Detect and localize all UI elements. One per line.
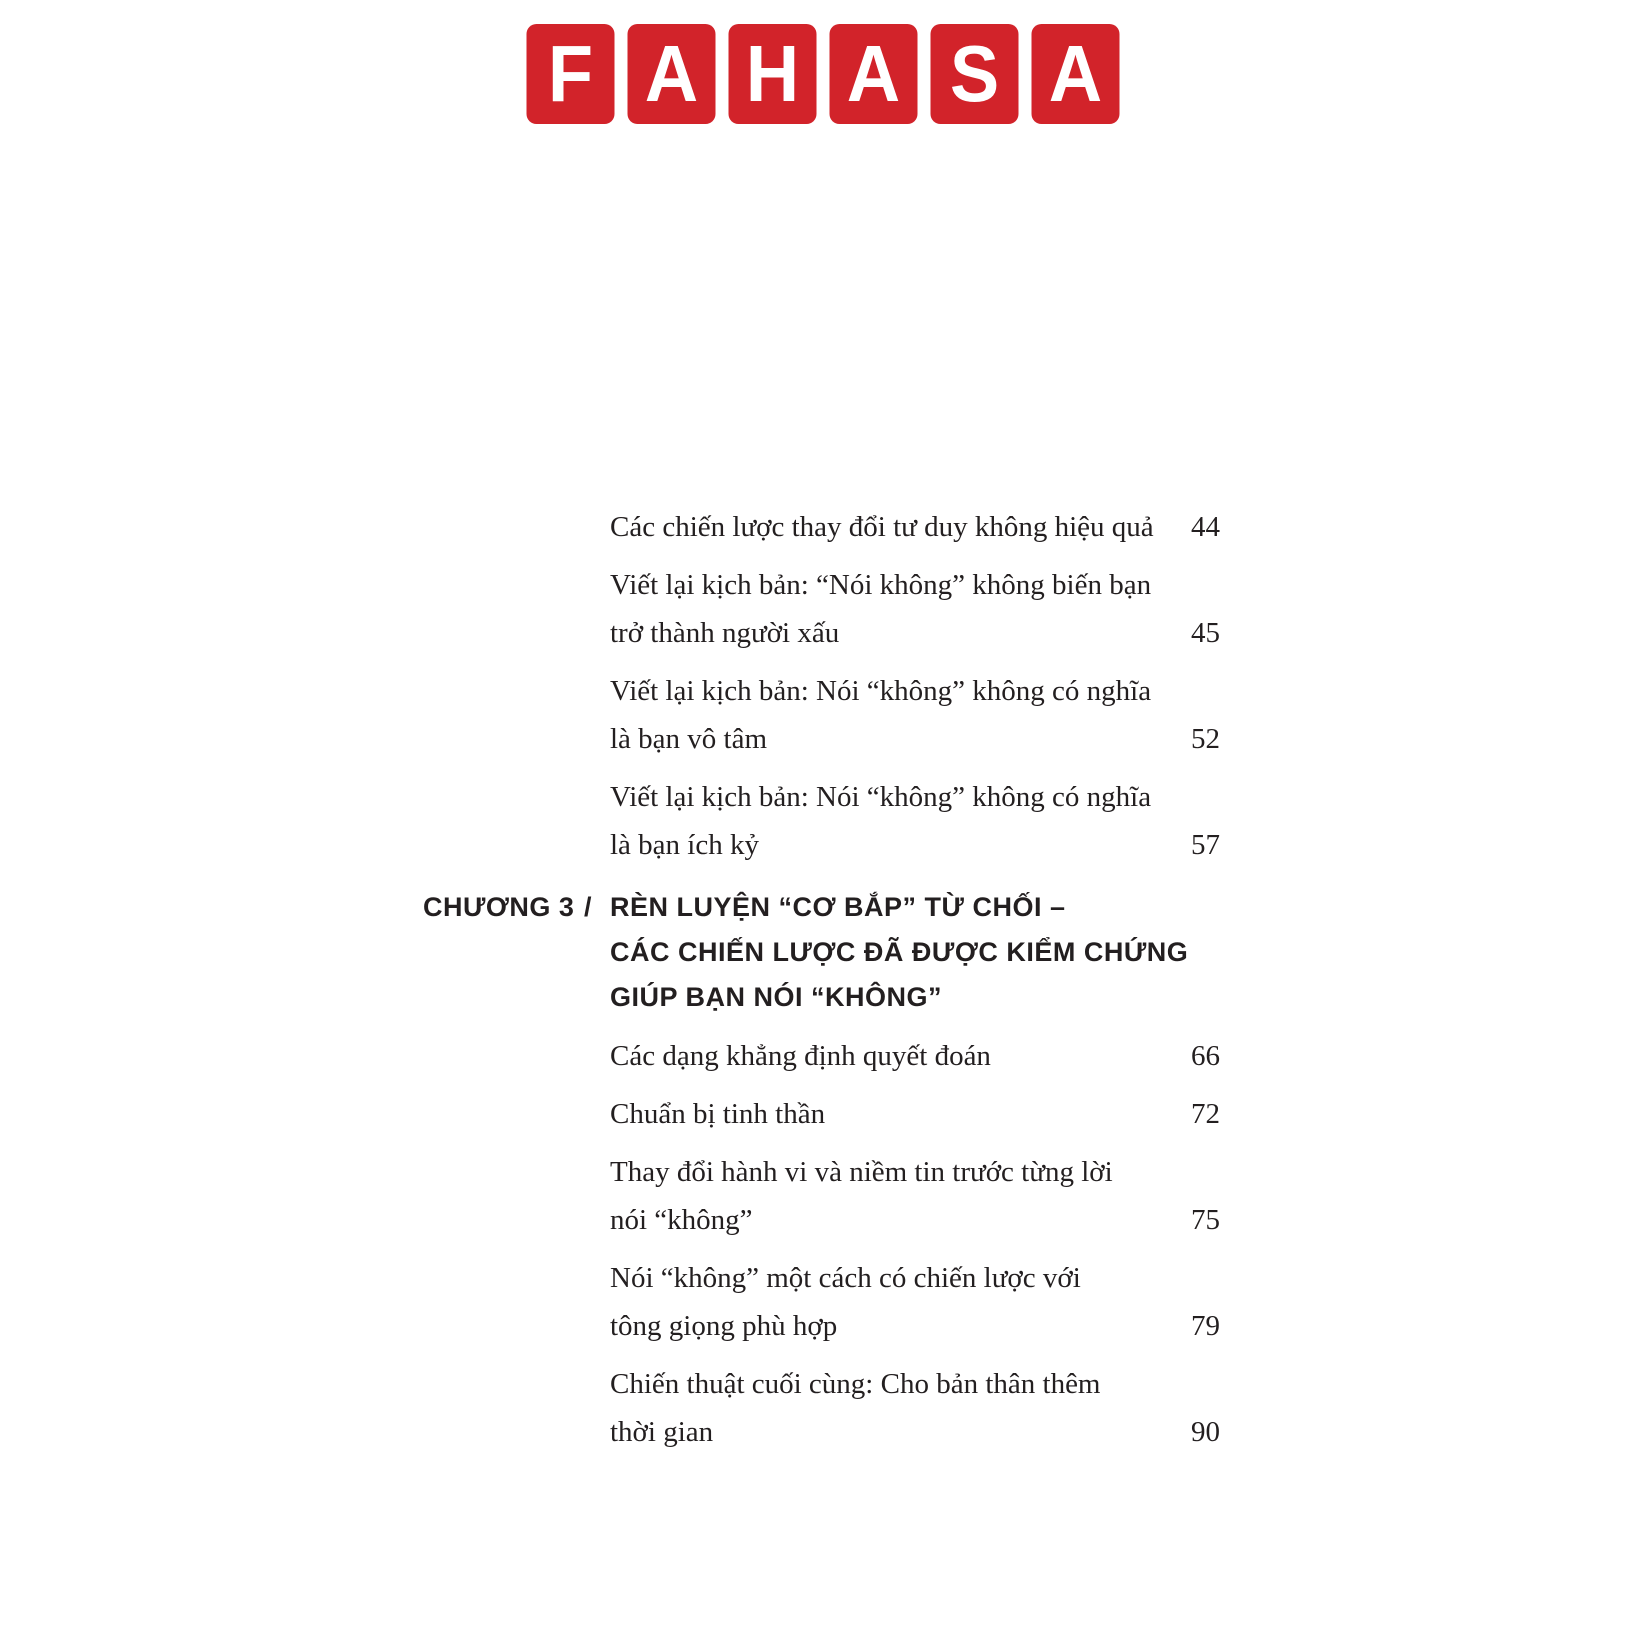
logo-letter: A [644, 28, 699, 119]
toc-entry [423, 1032, 1220, 1080]
logo-letter: H [745, 28, 800, 119]
toc-entry [423, 503, 1220, 551]
chapter-number: CHƯƠNG 3 [423, 892, 575, 922]
toc-entry-text: nói “không” [610, 1204, 753, 1236]
chapter-separator: / [583, 892, 592, 922]
toc-entry-text: Viết lại kịch bản: “Nói không” không biến bạn [610, 569, 1152, 601]
toc-entry-text: Viết lại kịch bản: Nói “không” không có nghĩa [610, 675, 1152, 707]
toc-page-number: 57 [1191, 829, 1220, 861]
toc-entry [423, 1090, 1220, 1138]
toc-page-number: 66 [1191, 1040, 1220, 1072]
toc-entry-text: tông giọng phù hợp [610, 1310, 838, 1342]
toc-page-number: 45 [1191, 617, 1220, 649]
chapter-label [423, 885, 610, 1020]
logo-letter: S [949, 28, 1000, 119]
toc-page-number: 72 [1191, 1098, 1220, 1130]
chapter-title-line: CÁC CHIẾN LƯỢC ĐÃ ĐƯỢC KIỂM CHỨNG [610, 937, 1189, 967]
toc-entry-text: Chuẩn bị tinh thần [610, 1098, 826, 1130]
toc-entry [423, 773, 1220, 869]
logo-tile [830, 24, 918, 124]
toc-page-number: 79 [1191, 1310, 1220, 1342]
toc-entry-text: thời gian [610, 1416, 714, 1448]
fahasa-logo [527, 24, 1120, 124]
chapter-title-line: RÈN LUYỆN “CƠ BẮP” TỪ CHỐI – [610, 892, 1066, 922]
logo-tile [931, 24, 1019, 124]
logo-tile [1032, 24, 1120, 124]
toc-entry [423, 1148, 1220, 1244]
toc-entry [423, 1254, 1220, 1350]
toc-page-number: 90 [1191, 1416, 1220, 1448]
logo-letter: A [1048, 28, 1103, 119]
toc-entry-text: trở thành người xấu [610, 617, 840, 649]
logo-tile [729, 24, 817, 124]
toc-entry-text: Chiến thuật cuối cùng: Cho bản thân thêm [610, 1368, 1101, 1400]
toc-entry-text: là bạn ích kỷ [610, 829, 759, 861]
table-of-contents [423, 503, 1220, 1466]
toc-entry-text: Các dạng khẳng định quyết đoán [610, 1040, 991, 1072]
toc-entry-text: Thay đổi hành vi và niềm tin trước từng lời [610, 1156, 1113, 1188]
chapter-title-line: GIÚP BẠN NÓI “KHÔNG” [610, 982, 943, 1012]
toc-entry-text: Nói “không” một cách có chiến lược với [610, 1262, 1081, 1294]
toc-page-number: 44 [1191, 511, 1220, 543]
toc-page-number: 75 [1191, 1204, 1220, 1236]
toc-page-number: 52 [1191, 723, 1220, 755]
toc-entry-text: là bạn vô tâm [610, 723, 768, 755]
toc-entry [423, 667, 1220, 763]
toc-entry-text: Viết lại kịch bản: Nói “không” không có nghĩa [610, 781, 1152, 813]
logo-letter: A [846, 28, 901, 119]
logo-tile [628, 24, 716, 124]
logo-tile [527, 24, 615, 124]
toc-entry [423, 561, 1220, 657]
chapter-title [610, 885, 1188, 1020]
toc-entry-text: Các chiến lược thay đổi tư duy không hiệu quả [610, 511, 1154, 543]
toc-entry [423, 1360, 1220, 1456]
logo-letter: F [547, 28, 594, 119]
chapter-heading [423, 885, 1220, 1020]
